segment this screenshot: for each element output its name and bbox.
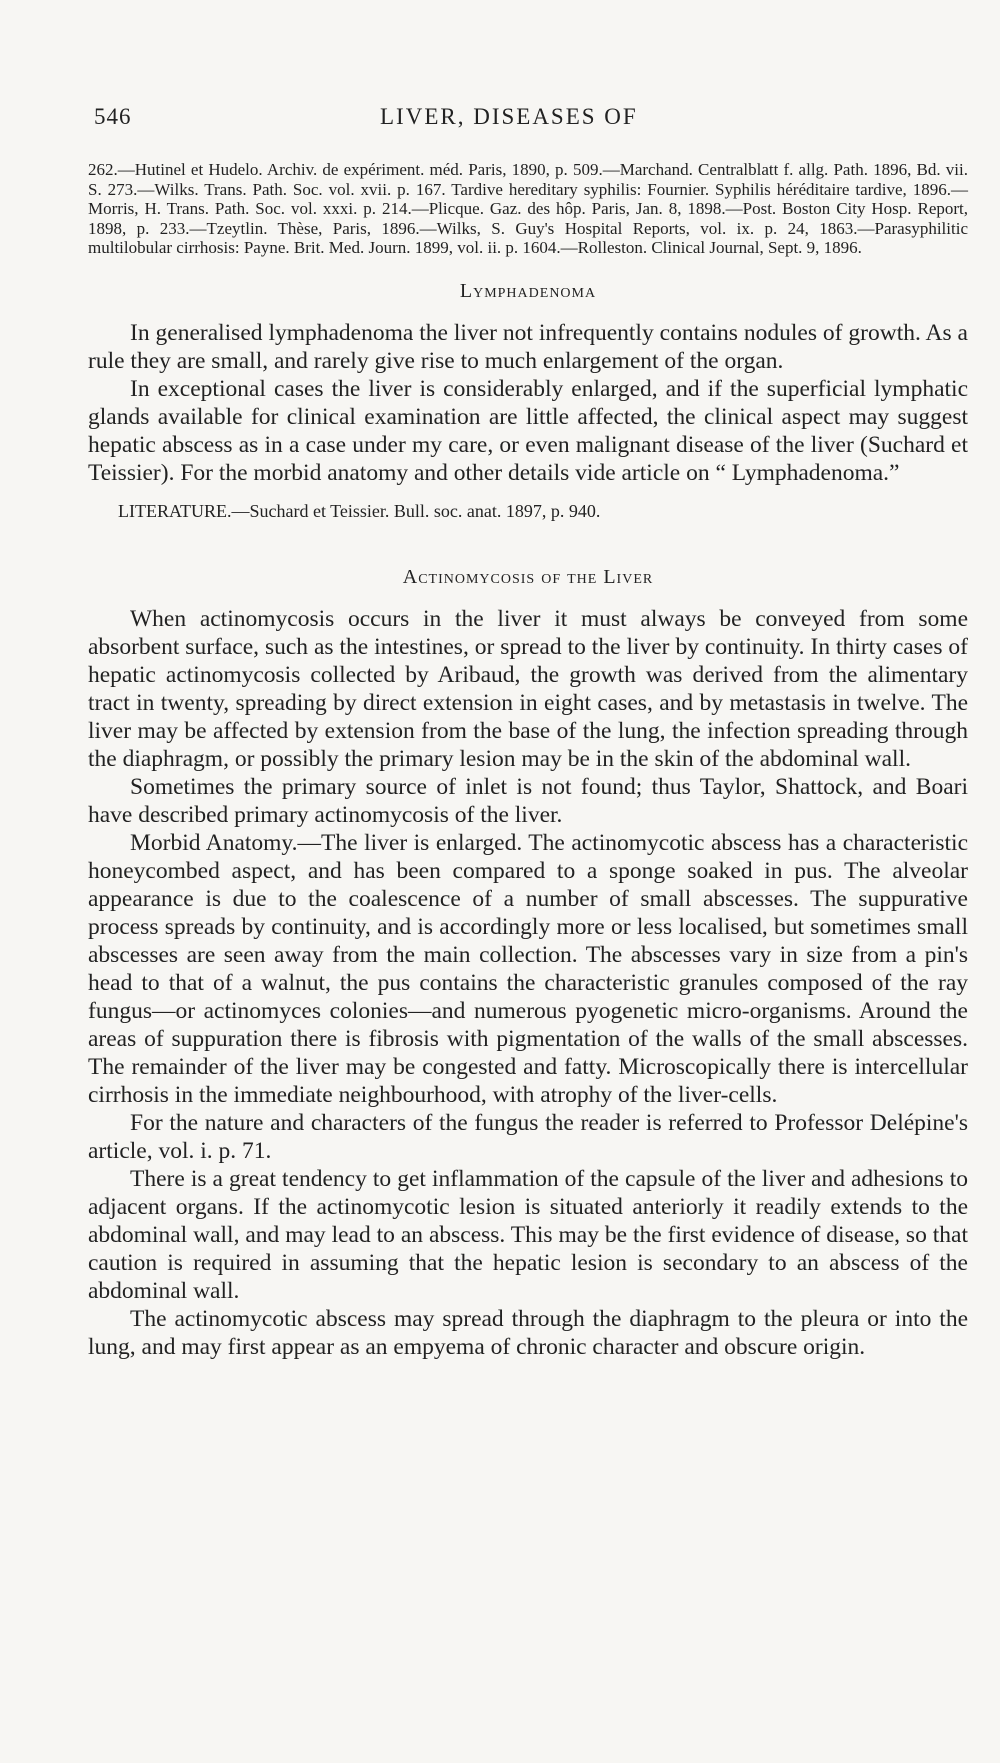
paragraph: For the nature and characters of the fungus the reader is referred to Professor Delépine's article, vol. i. p. 71. <box>88 1109 968 1164</box>
section-heading-lymphadenoma: Lymphadenoma <box>459 279 597 302</box>
page-header <box>0 104 1000 144</box>
reference-text: 262.—Hutinel et Hudelo. Archiv. de expériment. méd. Paris, 1890, p. 509.—Marchand. Centralblatt f. allg. Path. 1896, Bd. vii. S. 273.—Wilks. Trans. Path. Soc. vol. xvii. p. 167. Tardive hereditary syphilis: Fournier. Syphilis héréditaire tardive, 1896.—Morris, H. Trans. Path. Soc. vol. xxxi. p. 214.—Plicque. Gaz. des hôp. Paris, Jan. 8, 1898.—Post. Boston City Hosp. Report, 1898, p. 233.—Tzeytlin. Thèse, Paris, 1896.—Wilks, S. Guy's Hospital Reports, vol. ix. p. 24, 1863.—Parasyphilitic multilobular cirrhosis: Payne. Brit. Med. Journ. 1899, vol. ii. p. 1604.—Rolleston. Clinical Journal, Sept. 9, 1896. <box>88 160 968 257</box>
paragraph: Morbid Anatomy.—The liver is enlarged. The actinomycotic abscess has a characteristic honeycombed aspect, and has been compared to a sponge soaked in pus. The alveolar appearance is due to the coalescence of a number of small abscesses. The suppurative process spreads by continuity, and is accordingly more or less localised, but sometimes small abscesses are seen away from the main collection. The abscesses vary in size from a pin's head to that of a walnut, the pus contains the characteristic granules composed of the ray fungus—or actinomyces colonies—and numerous pyogenetic micro-organisms. Around the areas of suppuration there is fibrosis with pigmentation of the walls of the small abscesses. The remainder of the liver may be congested and fatty. Microscopically there is intercellular cirrhosis in the immediate neighbourhood, with atrophy of the liver-cells. <box>88 829 968 1108</box>
paragraph: When actinomycosis occurs in the liver it must always be conveyed from some absorbent surface, such as the intestines, or spread to the liver by continuity. In thirty cases of hepatic actinomycosis collected by Aribaud, the growth was derived from the alimentary tract in twenty, spreading by direct extension in eight cases, and by metastasis in twelve. The liver may be affected by extension from the base of the lung, the infection spreading through the diaphragm, or possibly the primary lesion may be in the skin of the abdominal wall. <box>88 605 968 772</box>
paragraph: In exceptional cases the liver is considerably enlarged, and if the superficial lymphatic glands available for clinical examination are little affected, the clinical aspect may suggest hepatic abscess as in a case under my care, or even malignant disease of the liver (Suchard et Teissier). For the morbid anatomy and other details vide article on “ Lymphadenoma.” <box>88 375 968 486</box>
literature-citation: LITERATURE.—Suchard et Teissier. Bull. soc. anat. 1897, p. 940. <box>118 500 601 521</box>
running-head: LIVER, DISEASES OF <box>380 104 638 129</box>
paragraph: In generalised lymphadenoma the liver not infrequently contains nodules of growth. As a rule they are small, and rarely give rise to much enlargement of the organ. <box>88 319 968 374</box>
section-heading-actinomycosis: Actinomycosis of the Liver <box>402 565 654 588</box>
paragraph: Sometimes the primary source of inlet is not found; thus Taylor, Shattock, and Boari have described primary actinomycosis of the liver. <box>88 773 968 828</box>
reference-list <box>88 160 968 258</box>
paragraph: There is a great tendency to get inflammation of the capsule of the liver and adhesions to adjacent organs. If the actinomycotic lesion is situated anteriorly it readily extends to the abdominal wall, and may lead to an abscess. This may be the first evidence of disease, so that caution is required in assuming that the hepatic lesion is secondary to an abscess of the abdominal wall. <box>88 1165 968 1304</box>
lymphadenoma-body <box>88 319 968 487</box>
actinomycosis-body <box>88 605 968 1361</box>
page-content <box>88 160 968 1361</box>
page-number: 546 <box>94 104 132 129</box>
paragraph: The actinomycotic abscess may spread through the diaphragm to the pleura or into the lung, and may first appear as an empyema of chronic character and obscure origin. <box>88 1305 968 1360</box>
